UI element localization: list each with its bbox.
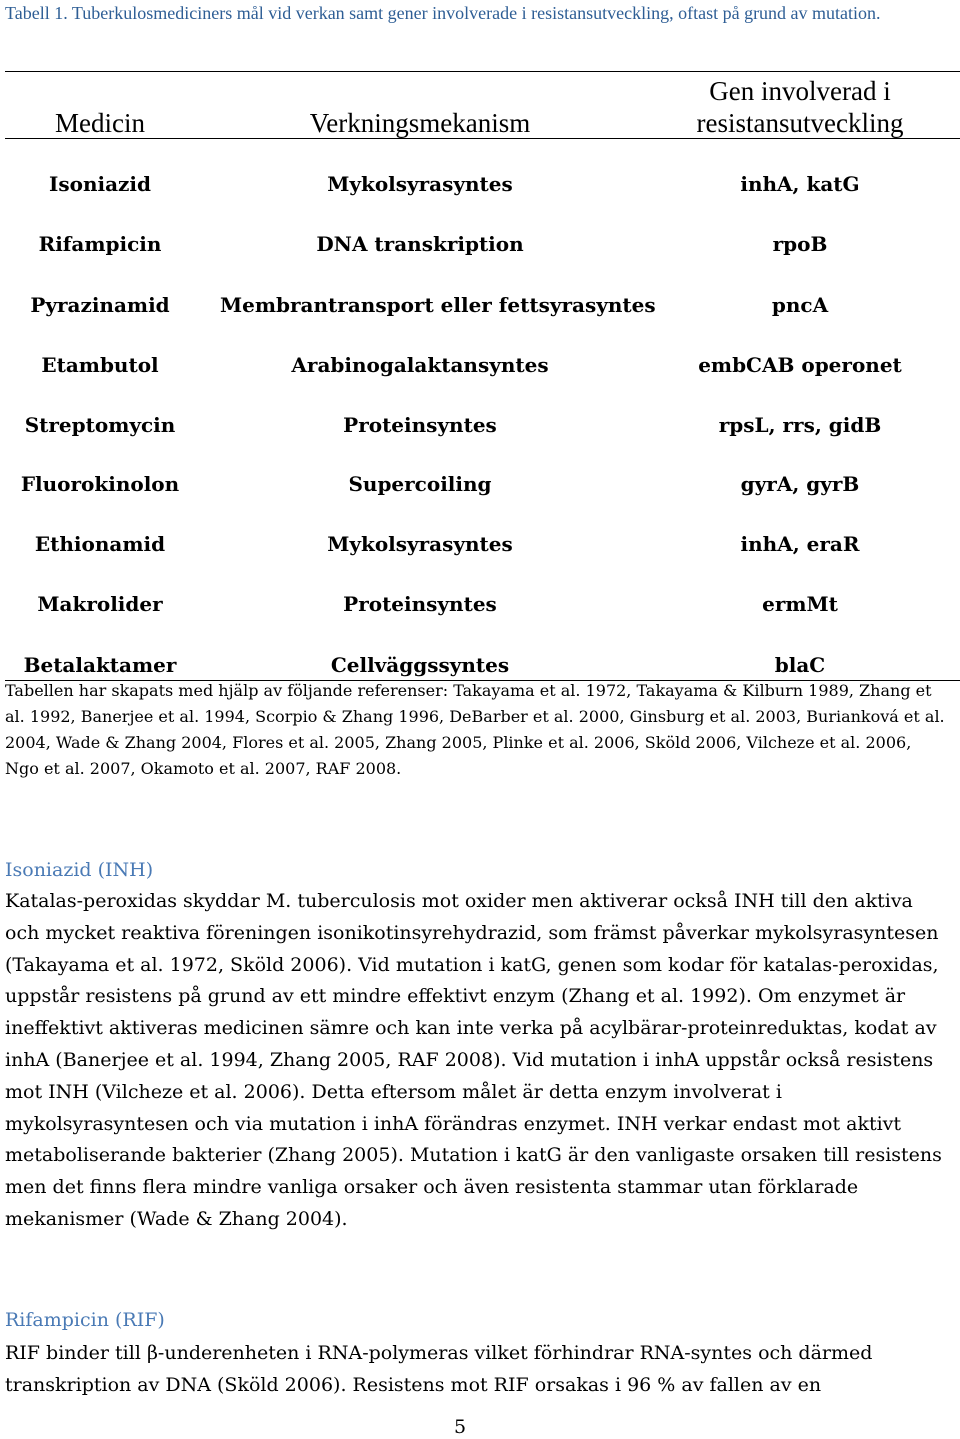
cell-mekanism: Mykolsyrasyntes bbox=[327, 532, 513, 556]
section-heading-isoniazid: Isoniazid (INH) bbox=[5, 859, 154, 881]
cell-medicin: Streptomycin bbox=[24, 413, 176, 437]
table-row bbox=[0, 650, 960, 680]
cell-medicin: Makrolider bbox=[37, 592, 163, 616]
table-row bbox=[0, 589, 960, 619]
header-verkningsmekanism: Verkningsmekanism bbox=[309, 108, 531, 138]
cell-mekanism: Proteinsyntes bbox=[343, 592, 497, 616]
cell-mekanism: Cellväggssyntes bbox=[330, 653, 510, 677]
header-medicin: Medicin bbox=[55, 108, 145, 138]
section-text-rifampicin: RIF binder till β-underenheten i RNA-polymeras vilket förhindrar RNA-syntes och därmed transkription av DNA (Sköld 2006). Resistens mot RIF orsakas i 96 % av fallen av en bbox=[5, 1342, 873, 1396]
table-row bbox=[0, 350, 960, 380]
cell-medicin: Betalaktamer bbox=[23, 653, 177, 677]
cell-gen: blaC bbox=[774, 653, 826, 677]
cell-mekanism: DNA transkription bbox=[316, 232, 524, 256]
cell-gen: rpsL, rrs, gidB bbox=[718, 413, 882, 437]
table-row bbox=[0, 410, 960, 440]
section-heading-rifampicin: Rifampicin (RIF) bbox=[5, 1309, 165, 1331]
cell-medicin: Fluorokinolon bbox=[20, 472, 180, 496]
table-header-rule bbox=[5, 138, 960, 139]
cell-medicin: Etambutol bbox=[41, 353, 159, 377]
cell-gen: ermMt bbox=[762, 592, 838, 616]
table-row bbox=[0, 169, 960, 199]
page-number: 5 bbox=[453, 1416, 467, 1438]
cell-mekanism: Membrantransport eller fettsyrasyntes bbox=[220, 293, 656, 317]
cell-medicin: Isoniazid bbox=[49, 172, 151, 196]
cell-gen: gyrA, gyrB bbox=[740, 472, 860, 496]
table-row bbox=[0, 529, 960, 559]
cell-mekanism: Proteinsyntes bbox=[343, 413, 497, 437]
cell-gen: inhA, katG bbox=[740, 172, 860, 196]
cell-gen: rpoB bbox=[772, 232, 828, 256]
cell-medicin: Rifampicin bbox=[38, 232, 162, 256]
cell-medicin: Pyrazinamid bbox=[30, 293, 170, 317]
table-top-rule bbox=[5, 71, 960, 72]
cell-medicin: Ethionamid bbox=[34, 532, 166, 556]
cell-mekanism: Supercoiling bbox=[348, 472, 492, 496]
table-row bbox=[0, 229, 960, 259]
cell-gen: pncA bbox=[771, 293, 829, 317]
cell-mekanism: Arabinogalaktansyntes bbox=[291, 353, 549, 377]
cell-mekanism: Mykolsyrasyntes bbox=[327, 172, 513, 196]
header-gen: Gen involverad i resistansutveckling bbox=[696, 76, 904, 138]
table-row bbox=[0, 469, 960, 499]
cell-gen: inhA, eraR bbox=[740, 532, 860, 556]
table-caption: Tabell 1. Tuberkulosmediciners mål vid verkan samt gener involverade i resistansutveckling, oftast på grund av mutation. bbox=[5, 3, 881, 23]
cell-gen: embCAB operonet bbox=[698, 353, 902, 377]
section-text-isoniazid: Katalas-peroxidas skyddar M. tuberculosis mot oxider men aktiverar också INH till den aktiva och mycket reaktiva föreningen isonikotinsyrehydrazid, som främst påverkar mykolsyrasyntesen (Takayama et al. 1972, Sköld 2006). Vid mutation i katG, genen som kodar för katalas-peroxidas, uppstår resistens på grund av ett mindre effektivt enzym (Zhang et al. 1992). Om enzymet är ineffektivt aktiveras medicinen sämre och kan inte verka på acylbärar-proteinreduktas, kodat av inhA (Banerjee et al. 1994, Zhang 2005, RAF 2008). Vid mutation i inhA uppstår också resistens mot INH (Vilcheze et al. 2006). Detta eftersom målet är detta enzym involverat i mykolsyrasyntesen och via mutation i inhA förändras enzymet. INH verkar endast mot aktivt metaboliserande bakterier (Zhang 2005). Mutation i katG är den vanligaste orsaken till resistens men det finns flera mindre vanliga orsaker och även resistenta stammar utan förklarade mekanismer (Wade & Zhang 2004). bbox=[5, 890, 942, 1230]
table-references-note: Tabellen har skapats med hjälp av följande referenser: Takayama et al. 1972, Takayama & Kilburn 1989, Zhang et al. 1992, Banerjee et al. 1994, Scorpio & Zhang 1996, DeBarber et al. 2000, Ginsburg et al. 2003, Burianková et al. 2004, Wade & Zhang 2004, Flores et al. 2005, Zhang 2005, Plinke et al. 2006, Sköld 2006, Vilcheze et al. 2006, Ngo et al. 2007, Okamoto et al. 2007, RAF 2008. bbox=[5, 681, 945, 778]
table-row bbox=[0, 290, 960, 320]
